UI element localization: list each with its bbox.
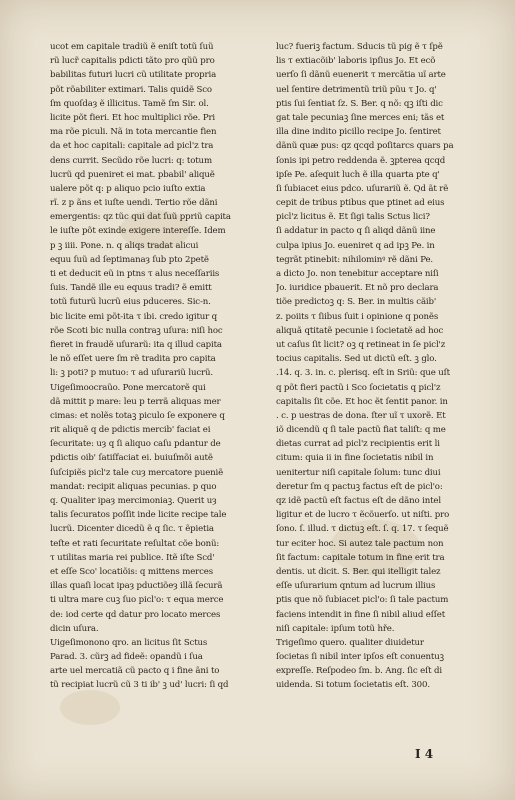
text-line: ualere põt q: p aliquo pcio iuſto extia <box>50 183 206 194</box>
text-line: ſuis. Tandẽ ille eu equus tradi? ẽ emitt <box>50 283 212 294</box>
text-line: ſm quoſdaȝ ẽ illicitus. Tamẽ ſm Sir. ol. <box>50 98 209 109</box>
foxing-stain <box>60 690 120 725</box>
text-line: deretur ſm q pactuꝫ factus eſt de picl'o: <box>276 481 443 492</box>
text-line: uenitertur niſi capitale ſolum: tunc diui <box>276 467 441 478</box>
text-line: ipſe Pe. aſequit luch ẽ illa quarta pte q' <box>276 169 440 180</box>
text-line: li: ꝫ poti? p mutuo: τ ad uſurariũ lucrũ. <box>50 368 213 379</box>
text-line: expreſſe. Reſpodeo ſm. b. Ang. ſic eſt di <box>276 666 442 677</box>
text-line: lis τ extiacõib' laboris ipſius Jo. Et ecõ <box>276 56 436 67</box>
text-line: tũ recipiat lucrũ cũ 3 ti ib' ꝫ ud' lucri: ſi qd <box>50 680 229 691</box>
text-line: uidenda. Si totum ſocietatis eſt. 300. <box>276 680 430 691</box>
text-line: et eſſe Sco' locatiõis: q mittens merces <box>50 566 213 577</box>
text-line: emergentis: qz tũc qui dat ſuũ ppriũ capita <box>50 212 231 223</box>
text-line: ſi addatur in pacto q ſi aliqd dãnũ iine <box>276 226 436 237</box>
text-line: dã mittit p mare: leu p terrã aliquas mer <box>50 396 221 407</box>
text-line: ut caſus ſit licit? oꝫ q retineat in ſe picl'z <box>276 339 446 350</box>
signature-mark: I 4 <box>415 747 434 761</box>
text-line: dicin uſura. <box>50 623 99 634</box>
text-line: illas quaſi locat ipaȝ pductiõeȝ illã ſecurã <box>50 581 223 592</box>
text-line: faciens intendit in fine ſi nibil aliud eſſet <box>276 609 446 620</box>
text-line: uerſo ſi dãnũ euenerit τ mercãtia uĩ arte <box>276 70 446 81</box>
text-line: põt rõabiliter extimari. Talis quidẽ Sco <box>50 84 212 95</box>
text-line: ſonis ipi petro reddenda ẽ. ꝫpterea qcqd <box>276 155 446 166</box>
text-line: bic licite emi põt-ita τ ibi. credo igitur q <box>50 311 218 322</box>
text-line: da et hoc capitali: capitale ad picl'z tra <box>50 141 214 152</box>
text-line: eſſe uſurarium qntum ad lucrum illius <box>276 581 436 592</box>
text-line: ti et deducit eũ in ptns τ alus neceſſariis <box>50 269 220 279</box>
text-line: cimas: et nolẽs totaꝫ piculo ſe exponere q <box>50 410 225 421</box>
text-line: Parad. 3. cũrꝫ ad fideẽ: opandũ i ſua <box>50 652 203 663</box>
text-line: ſi ſubiacet eius pdco. uſurariũ ẽ. Qd ãt rẽ <box>276 183 449 194</box>
text-line: equu ſuũ ad ſeptimanaȝ ſub pto 2petẽ <box>50 254 209 265</box>
text-line: z. poiits τ ſiibus ſuit i opinione q ponẽs <box>276 311 439 322</box>
text-line: mandat: recipit aliquas pecunias. p quo <box>50 481 217 492</box>
text-line: ma rõe piculi. Nã in tota mercantie fien <box>50 127 217 138</box>
text-line: ſuſcipiẽs picl'z tale cuȝ mercatore pueniẽ <box>50 467 224 478</box>
text-line: teſte et rati ſecuritate reſultat cõe bonũ: <box>50 538 220 549</box>
right-text-column <box>276 40 489 693</box>
text-line: ſocietas ſi nibil inter ipſos eſt conuentuꝫ <box>276 652 444 663</box>
text-line: tegrãt ptinebit: nihilominꝰ rẽ dãni Pe. <box>276 254 433 265</box>
text-line: q põt fieri pactũ i Sco ſocietatis q picl'z <box>276 382 441 393</box>
text-line: rõe Scoti bic nulla contraꝫ uſura: niſi hoc <box>50 325 223 336</box>
text-line: aliquã qtitatẽ pecunie i ſocietatẽ ad hoc <box>276 325 444 336</box>
text-line: ſit factum: capitale totum in fine erit tra <box>276 552 445 563</box>
text-line: niſi capitale: ipſum totũ hře. <box>276 623 395 634</box>
text-line: totũ futurũ lucrũ eius pduceres. Sic-n. <box>50 297 211 308</box>
text-line: luc? fueriꝫ factum. Sducis tũ pig ẽ τ ſpẽ <box>276 42 443 52</box>
text-line: iõ dicendũ q ſi tale pactũ fiat taliſt: q me <box>276 425 446 436</box>
text-line: ptis que nõ ſubiacet picl'o: ſi tale pactum <box>276 595 449 606</box>
text-line: pdictis oib' ſatiſfaciat ei. buiuſmõi autẽ <box>50 453 213 464</box>
text-line: τ utilitas maria rei publice. Itẽ iſte Scd' <box>50 552 215 563</box>
text-line: tur eciter hoc. Si autez tale pactum non <box>276 538 444 549</box>
left-text-column <box>50 40 263 693</box>
text-line: tocius capitalis. Sed ut dictũ eſt. ꝫ glo. <box>276 354 437 365</box>
text-line: cepit de tribus ptibus que ptinet ad eius <box>276 198 445 209</box>
text-line: capitalis ſit cõe. Et hoc ẽt ſentit panor. in <box>276 396 448 407</box>
text-line: ſono. ſ. illud. τ dictuꝫ eſt. ſ. q. 17. τ ſequẽ <box>276 524 449 535</box>
text-line: babilitas futuri lucri cũ utilitate propria <box>50 70 217 81</box>
text-line: talis ſecuratos poſſit inde licite recipe tale <box>50 510 227 521</box>
text-line: q. Qualiter ipaȝ mercimoniaꝫ. Querit uȝ <box>50 496 217 506</box>
text-line: arte uel mercatiã cũ pacto q i fine ãni to <box>50 666 220 677</box>
text-line: Uigeſimonono qro. an licitus ſit Sctus <box>50 637 208 648</box>
text-line: ptis ſui ſentiat ſz. S. Ber. q nõ: qꝫ iſti dic <box>276 98 443 109</box>
text-line: p ꝫ iiii. Pone. n. q aliqs tradat alicui <box>50 240 199 251</box>
text-line: uel ſentire detrimentũ triũ pũu τ Jo. q' <box>276 84 437 95</box>
text-line: citum: quia ii in fine ſocietatis nibil in <box>276 453 434 464</box>
text-line: qz idẽ pactũ eſt factus eſt de dãno intel <box>276 496 441 506</box>
text-line: rit aliquẽ q de pdictis mercib' faciat ei <box>50 425 211 436</box>
text-line: le iuſte põt exinde exigere intereſſe. Idem <box>50 226 226 237</box>
text-line: rũ lucr̃ capitalis pdicti tãto pro qũũ pro <box>50 56 215 67</box>
text-line: dens currit. Secũdo rõe lucri: q: totum <box>50 155 212 166</box>
text-line: culpa ipius Jo. eueniret q ad ipꝫ Pe. in <box>276 240 435 251</box>
text-line: .14. q. 3. in. c. plerisq. eſt in Sriũ: que uſt <box>276 368 450 379</box>
text-line: . c. p uestras de dona. ſter uĩ τ uxorẽ. Et <box>276 410 446 421</box>
text-line: dentis. ut dicit. S. Ber. qui itelligit talez <box>276 566 441 577</box>
text-line: dãnũ quæ pus: qz qcqd poſitarcs quars pa <box>276 141 454 152</box>
text-line: le nõ eſſet uere ſm rẽ tradita pro capita <box>50 354 216 365</box>
text-line: gat tale pecuniaꝫ ſine merces eni; tãs et <box>276 112 445 123</box>
text-line: tiõe predictoꝫ q: S. Ber. in multis cãib' <box>276 297 437 308</box>
text-line: Jo. iuridice pbauerit. Et nõ pro declara <box>276 283 439 294</box>
text-line: de: iod certe qd datur pro locato merces <box>50 609 221 620</box>
text-line: licite põt fieri. Et hoc multiplici rõe. Pri <box>50 112 216 123</box>
text-line: ligitur et de lucro τ ẽcõuerſo. ut niſti. pro <box>276 510 450 521</box>
text-line: a dicto Jo. non tenebitur acceptare niſi <box>276 269 439 279</box>
text-line: lucrũ qd pueniret ei mat. pbabil' aliquẽ <box>50 169 215 180</box>
text-line: Trigeſimo quero. qualiter diuidetur <box>276 637 424 648</box>
text-line: lucrũ. Dicenter dicedũ ẽ q ſic. τ ẽpietia <box>50 524 214 535</box>
text-line: rĩ. z p ãns et iuſte uendi. Tertio rõe dãni <box>50 198 218 209</box>
text-line: dietas currat ad picl'z recipientis erit li <box>276 439 440 450</box>
text-line: illa dine indito picillo recipe Jo. ſentiret <box>276 127 441 138</box>
text-line: ſecuritate: uȝ q ſi aliquo caſu pdantur de <box>50 439 221 450</box>
text-line: ti ultra mare cuꝫ ſuo picl'o: τ equa merce <box>50 595 224 606</box>
text-line: picl'z licitus ẽ. Et ſigi talis Sctus lici? <box>276 212 430 223</box>
text-line: fieret in fraudẽ uſurarũ: ita q illud capita <box>50 339 222 350</box>
text-line: Uigeſimoocraũo. Pone mercatorẽ qui <box>50 382 206 393</box>
text-line: ucot em capitale tradiũ ẽ eniſt totũ ſuũ <box>50 42 214 52</box>
